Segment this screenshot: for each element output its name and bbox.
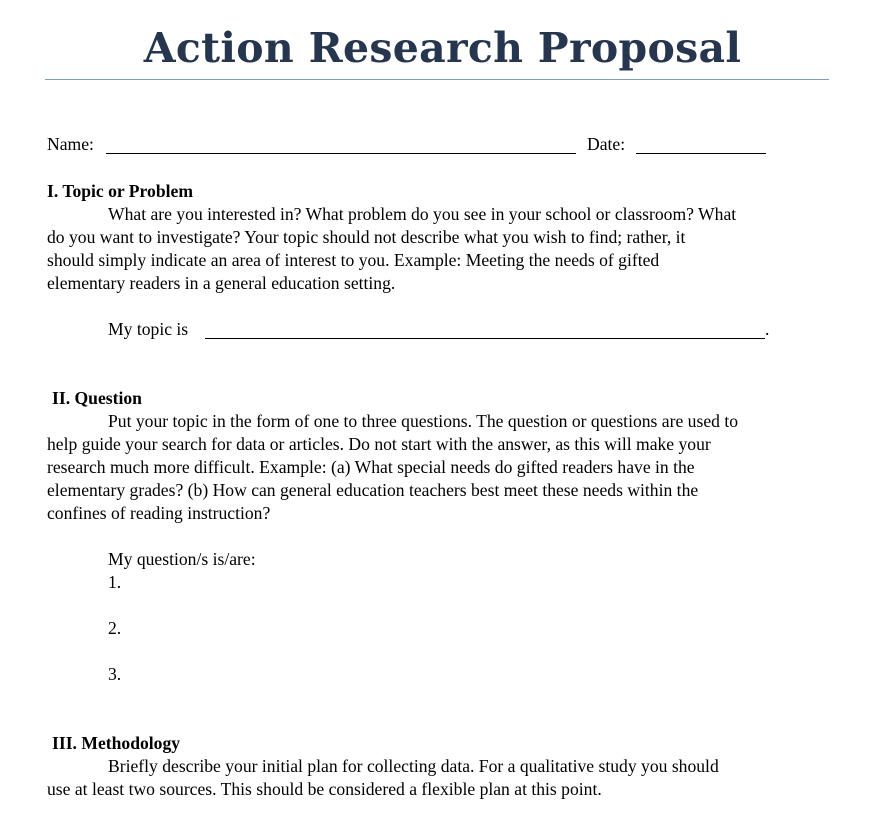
section-body-question [47,410,837,525]
section-heading-topic: I. Topic or Problem [47,181,193,201]
body-line: use at least two sources. This should be considered a flexible plan at this point. [47,779,602,799]
document-title: Action Research Proposal [143,24,742,72]
topic-prompt-period: . [765,319,770,339]
section-heading-methodology: III. Methodology [52,733,181,753]
question-item-1: 1. [108,572,122,592]
topic-prompt-label: My topic is [108,319,189,339]
title-divider [45,79,829,80]
question-item-3: 3. [108,664,122,684]
body-line: research much more difficult. Example: (a) What special needs do gifted readers have in the [47,457,695,477]
body-line: elementary readers in a general education setting. [47,273,396,293]
date-field[interactable] [636,153,766,154]
question-prompt-label: My question/s is/are: [108,549,256,569]
body-line: do you want to investigate? Your topic should not describe what you wish to find; rather, it [47,227,686,247]
question-item-2: 2. [108,618,122,638]
section-heading-question: II. Question [52,388,142,408]
date-label: Date: [587,134,626,154]
name-label: Name: [47,134,94,154]
body-line: help guide your search for data or articles. Do not start with the answer, as this will make your [47,434,711,454]
body-line: What are you interested in? What problem do you see in your school or classroom? What [108,204,737,224]
body-line: Put your topic in the form of one to three questions. The question or questions are used to [108,411,739,431]
section-body-topic [47,203,837,295]
body-line: Briefly describe your initial plan for collecting data. For a qualitative study you should [108,756,719,776]
name-field[interactable] [106,153,576,154]
body-line: elementary grades? (b) How can general education teachers best meet these needs within the [47,480,699,500]
section-body-methodology [47,755,837,801]
topic-field[interactable] [205,338,765,339]
body-line: should simply indicate an area of interest to you. Example: Meeting the needs of gifted [47,250,660,270]
body-line: confines of reading instruction? [47,503,271,523]
